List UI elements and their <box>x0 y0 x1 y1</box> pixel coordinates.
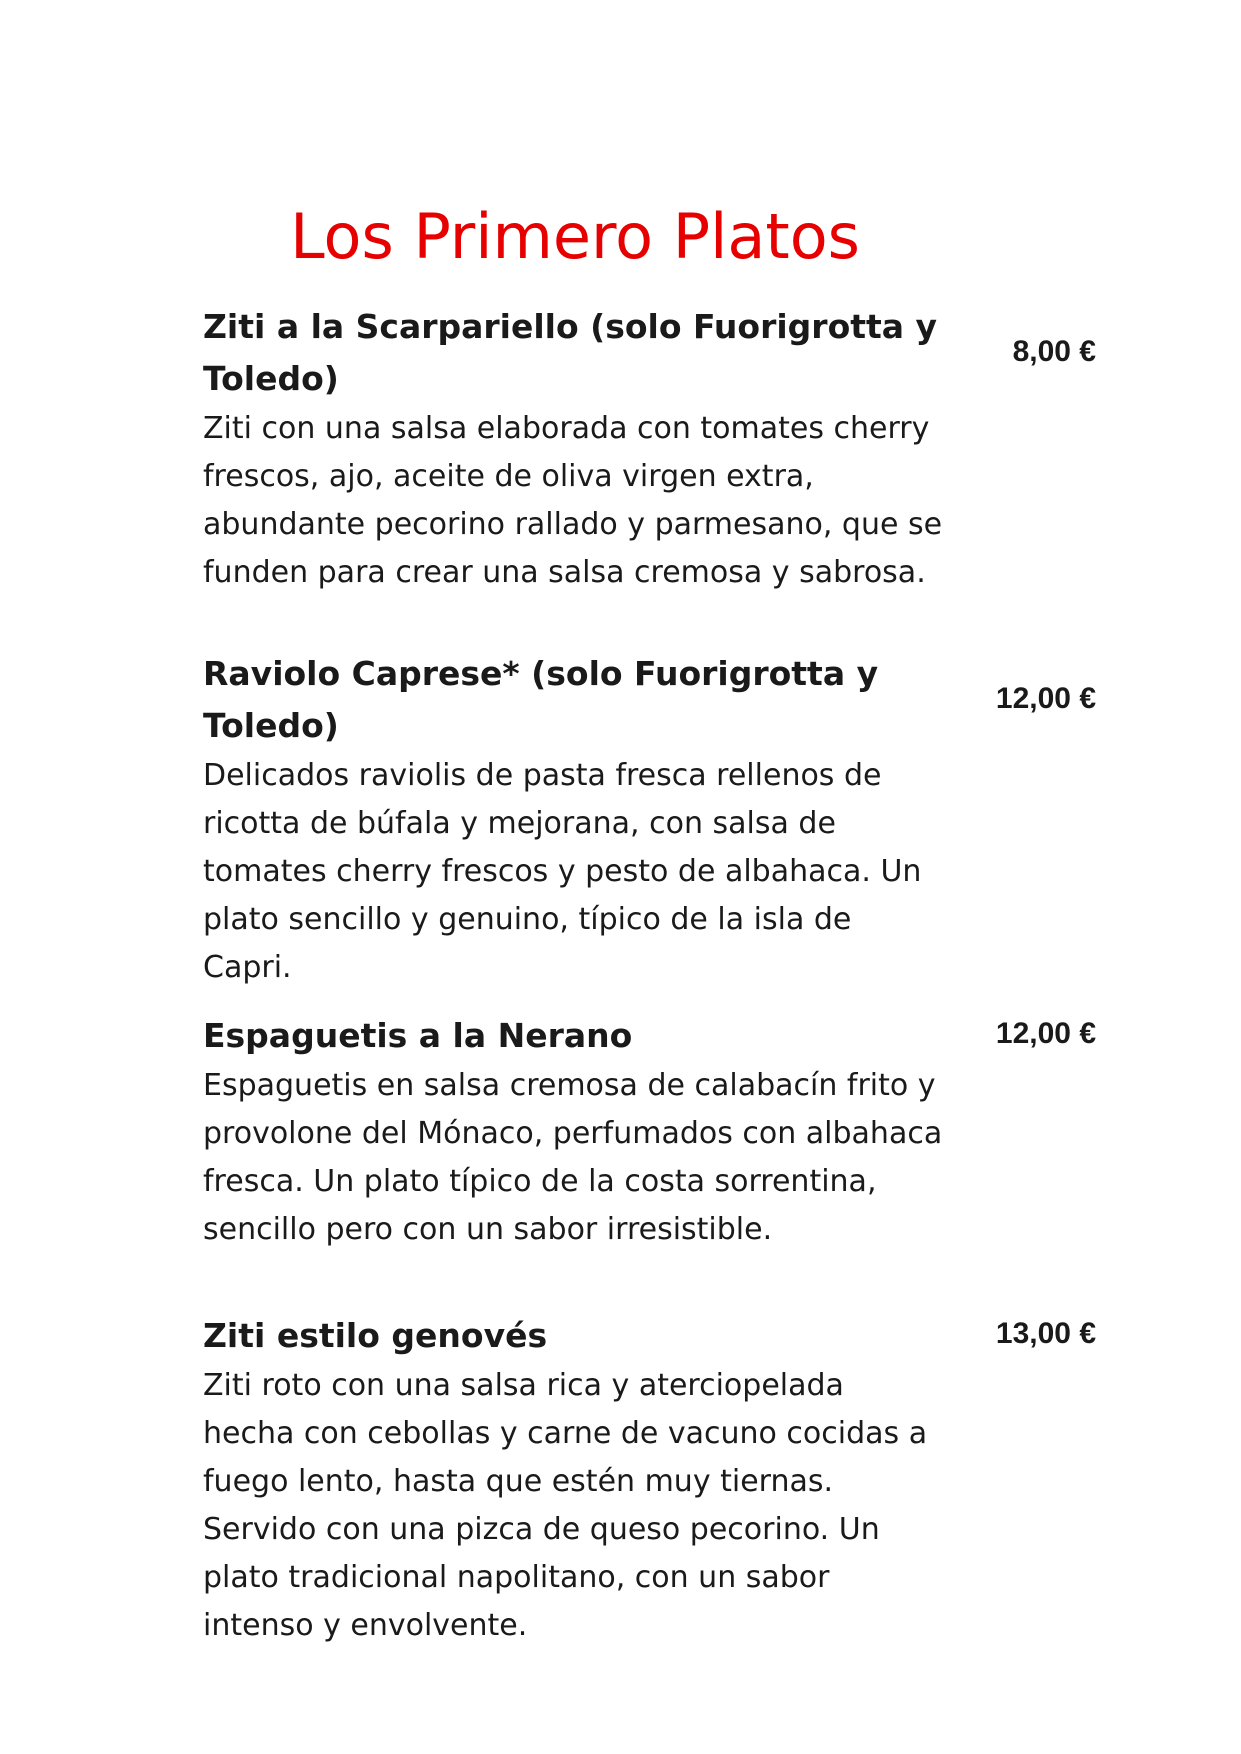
item-description: Espaguetis en salsa cremosa de calabacín frito y provolone del Mónaco, perfumados con albahaca fresca. Un plato típico de la costa sorrentina, sencillo pero con un sabor irresistible. <box>203 1068 943 1247</box>
page-title: Los Primero Platos <box>290 199 860 273</box>
menu-item-espaguetis-nerano <box>203 1010 943 1254</box>
item-price: 13,00 € <box>995 1317 1096 1350</box>
item-name: Ziti estilo genovés <box>203 1316 548 1355</box>
item-name: Espaguetis a la Nerano <box>203 1016 633 1055</box>
item-price: 8,00 € <box>1012 335 1096 368</box>
menu-item-raviolo-caprese <box>203 648 943 992</box>
item-price: 12,00 € <box>995 1017 1096 1050</box>
menu-item-ziti-scarpariello <box>203 301 943 597</box>
item-description: Ziti roto con una salsa rica y aterciopelada hecha con cebollas y carne de vacuno cocidas a fuego lento, hasta que estén muy tiernas. Servido con una pizca de queso pecorino. Un plato tradicional napolitano, con un sabor intenso y envolvente. <box>203 1368 928 1643</box>
item-description: Delicados raviolis de pasta fresca rellenos de ricotta de búfala y mejorana, con salsa de tomates cherry frescos y pesto de albahaca. Un plato sencillo y genuino, típico de la isla de Capri. <box>203 758 922 985</box>
item-name: Ziti a la Scarpariello (solo Fuorigrotta y Toledo) <box>203 307 938 398</box>
menu-item-ziti-genoves <box>203 1310 943 1650</box>
item-name: Raviolo Caprese* (solo Fuorigrotta y Toledo) <box>203 654 879 745</box>
item-description: Ziti con una salsa elaborada con tomates cherry frescos, ajo, aceite de oliva virgen extra, abundante pecorino rallado y parmesano, que se funden para crear una salsa cremosa y sabrosa. <box>203 411 943 590</box>
item-price: 12,00 € <box>995 682 1096 715</box>
